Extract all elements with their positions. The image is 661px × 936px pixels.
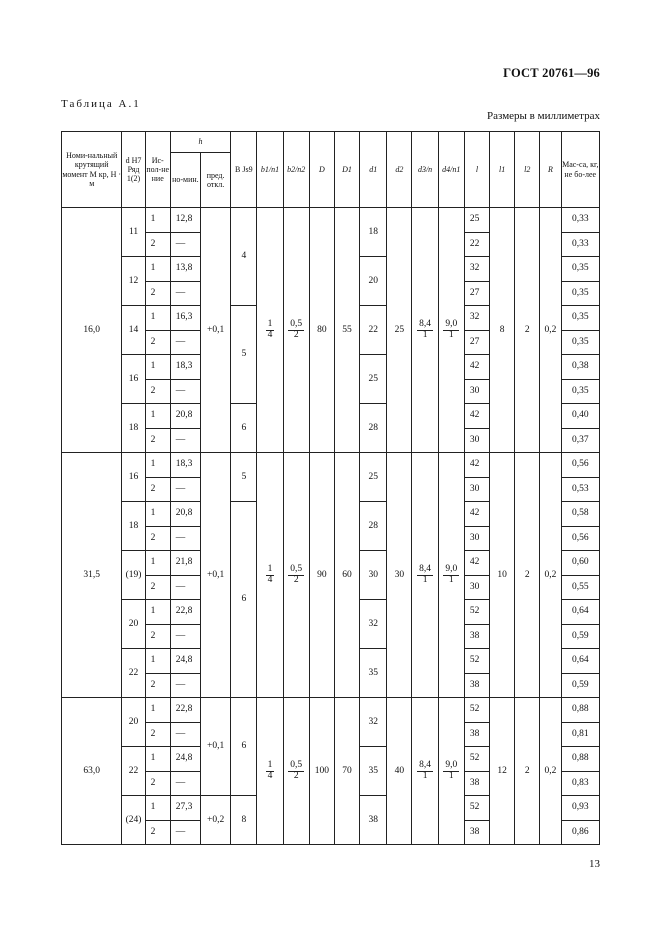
mass-cell: 0,60 [561,551,599,576]
d4-cell [438,208,464,453]
bore-d-cell: 11 [122,208,145,257]
h-nom-cell: 13,8 [170,257,200,282]
l-cell: 38 [464,771,489,796]
h-nom-cell: 18,3 [170,355,200,380]
mass-cell: 0,40 [561,404,599,429]
l2-cell: 2 [515,698,540,845]
B-cell: 8 [231,796,257,845]
d3-cell-numerator: 8,4 [419,318,432,329]
h-nom-cell: 21,8 [170,551,200,576]
version-cell: 2 [145,281,170,306]
d4-cell-numerator: 9,0 [445,759,458,770]
version-cell: 2 [145,722,170,747]
R-cell: 0,2 [540,208,561,453]
b2-cell-denominator: 2 [293,329,299,340]
d4-cell-fraction [443,761,459,782]
l-cell: 22 [464,232,489,257]
b2-cell-numerator: 0,5 [290,563,303,574]
mass-cell: 0,35 [561,306,599,331]
d4-cell-numerator: 9,0 [445,563,458,574]
b1-cell-fraction [266,320,275,341]
col-header-b2: b2/n2 [283,132,309,208]
B-cell: 5 [231,453,257,502]
d3-cell [412,208,438,453]
d2-cell: 30 [387,453,412,698]
h-nom-cell: — [170,232,200,257]
bore-d-cell: (19) [122,551,145,600]
R-cell: 0,2 [540,698,561,845]
units-note: Размеры в миллиметрах [487,110,600,122]
b1-cell-numerator: 1 [267,563,273,574]
h-tol-cell: +0,2 [201,796,231,845]
mass-cell: 0,59 [561,624,599,649]
bore-d-cell: 12 [122,257,145,306]
h-nom-cell: — [170,428,200,453]
D1-cell: 70 [334,698,359,845]
d1-cell: 28 [360,404,387,453]
b2-cell [283,453,309,698]
h-nom-cell: 22,8 [170,698,200,723]
d4-cell [438,698,464,845]
version-cell: 1 [145,551,170,576]
B-cell: 4 [231,208,257,306]
version-cell: 2 [145,673,170,698]
version-cell: 1 [145,355,170,380]
h-nom-cell: — [170,624,200,649]
h-nom-cell: — [170,281,200,306]
mass-cell: 0,35 [561,281,599,306]
mass-cell: 0,37 [561,428,599,453]
b1-cell-numerator: 1 [267,759,273,770]
mass-cell: 0,88 [561,698,599,723]
version-cell: 1 [145,404,170,429]
d3-cell-denominator: 1 [422,574,428,585]
b2-cell-fraction [288,320,304,341]
b1-cell [257,208,283,453]
table-title: Таблица А.1 [61,98,141,110]
version-cell: 1 [145,600,170,625]
h-nom-cell: — [170,379,200,404]
l-cell: 30 [464,526,489,551]
mass-cell: 0,86 [561,820,599,845]
h-nom-cell: 18,3 [170,453,200,478]
l-cell: 42 [464,453,489,478]
d4-cell-numerator: 9,0 [445,318,458,329]
version-cell: 2 [145,232,170,257]
l1-cell: 12 [490,698,515,845]
col-header-d2: d2 [387,132,412,208]
col-header-d4: d4/n1 [438,132,464,208]
version-cell: 1 [145,306,170,331]
version-cell: 2 [145,624,170,649]
l-cell: 38 [464,673,489,698]
d2-cell: 40 [387,698,412,845]
torque-cell: 63,0 [62,698,122,845]
version-cell: 2 [145,330,170,355]
l-cell: 38 [464,624,489,649]
d2-cell: 25 [387,208,412,453]
l-cell: 42 [464,502,489,527]
mass-cell: 0,33 [561,208,599,233]
d4-cell-denominator: 1 [448,770,454,781]
version-cell: 1 [145,208,170,233]
bore-d-cell: 20 [122,698,145,747]
D-cell: 90 [309,453,334,698]
d3-cell [412,698,438,845]
d1-cell: 35 [360,649,387,698]
h-nom-cell: — [170,673,200,698]
b1-cell-denominator: 4 [267,770,273,781]
mass-cell: 0,64 [561,649,599,674]
b2-cell-numerator: 0,5 [290,759,303,770]
bore-d-cell: 18 [122,404,145,453]
l-cell: 32 [464,257,489,282]
table-row [62,698,600,723]
table-row [62,453,600,478]
h-nom-cell: — [170,722,200,747]
col-header-d1: d1 [360,132,387,208]
col-header-d3: d3/n [412,132,438,208]
table-body [62,208,600,845]
bore-d-cell: 16 [122,355,145,404]
h-nom-cell: 20,8 [170,502,200,527]
d1-cell: 25 [360,453,387,502]
l1-cell: 8 [490,208,515,453]
mass-cell: 0,59 [561,673,599,698]
h-tol-cell: +0,1 [201,453,231,698]
R-cell: 0,2 [540,453,561,698]
col-header-D: D [309,132,334,208]
b1-cell-fraction [266,761,275,782]
col-header-h: h [170,132,230,153]
l-cell: 42 [464,404,489,429]
d1-cell: 20 [360,257,387,306]
version-cell: 1 [145,796,170,821]
l-cell: 52 [464,600,489,625]
h-nom-cell: 24,8 [170,747,200,772]
bore-d-cell: 20 [122,600,145,649]
document-code: ГОСТ 20761—96 [503,66,600,80]
bore-d-cell: 18 [122,502,145,551]
d3-cell [412,453,438,698]
l-cell: 30 [464,379,489,404]
d3-cell-numerator: 8,4 [419,759,432,770]
b1-cell [257,698,283,845]
mass-cell: 0,55 [561,575,599,600]
l-cell: 25 [464,208,489,233]
col-header-l1: l1 [490,132,515,208]
d3-cell-fraction [417,320,433,341]
mass-cell: 0,64 [561,600,599,625]
l-cell: 52 [464,747,489,772]
D-cell: 80 [309,208,334,453]
D-cell: 100 [309,698,334,845]
col-header-l: l [464,132,489,208]
l-cell: 30 [464,575,489,600]
l-cell: 42 [464,551,489,576]
b2-cell [283,208,309,453]
bore-d-cell: 22 [122,747,145,796]
b2-cell-fraction [288,565,304,586]
l-cell: 38 [464,722,489,747]
b2-cell-numerator: 0,5 [290,318,303,329]
b2-cell [283,698,309,845]
d3-cell-denominator: 1 [422,770,428,781]
mass-cell: 0,38 [561,355,599,380]
version-cell: 1 [145,453,170,478]
h-nom-cell: — [170,477,200,502]
col-header-l2: l2 [515,132,540,208]
h-nom-cell: 27,3 [170,796,200,821]
dimensions-table [61,131,600,845]
mass-cell: 0,35 [561,330,599,355]
d4-cell-fraction [443,320,459,341]
D1-cell: 60 [334,453,359,698]
mass-cell: 0,93 [561,796,599,821]
d1-cell: 30 [360,551,387,600]
d4-cell-denominator: 1 [448,574,454,585]
d3-cell-fraction [417,565,433,586]
mass-cell: 0,33 [561,232,599,257]
d1-cell: 22 [360,306,387,355]
h-nom-cell: 24,8 [170,649,200,674]
h-nom-cell: — [170,771,200,796]
b2-cell-denominator: 2 [293,770,299,781]
version-cell: 2 [145,771,170,796]
h-tol-cell: +0,1 [201,208,231,453]
mass-cell: 0,83 [561,771,599,796]
mass-cell: 0,35 [561,257,599,282]
col-header-h-nom: но-мин. [170,153,200,208]
col-header-version: Ис-пол-не ние [145,132,170,208]
l-cell: 30 [464,428,489,453]
col-header-D1: D1 [334,132,359,208]
version-cell: 2 [145,379,170,404]
bore-d-cell: 14 [122,306,145,355]
d1-cell: 18 [360,208,387,257]
page-number: 13 [589,858,600,870]
d4-cell-denominator: 1 [448,329,454,340]
l-cell: 38 [464,820,489,845]
D1-cell: 55 [334,208,359,453]
version-cell: 1 [145,649,170,674]
torque-cell: 16,0 [62,208,122,453]
col-header-h-tol: пред. откл. [201,153,231,208]
b1-cell-numerator: 1 [267,318,273,329]
l-cell: 30 [464,477,489,502]
col-header-mass: Мас-са, кг, не бо-лее [561,132,599,208]
d3-cell-numerator: 8,4 [419,563,432,574]
version-cell: 1 [145,747,170,772]
h-nom-cell: — [170,330,200,355]
d1-cell: 28 [360,502,387,551]
h-tol-cell: +0,1 [201,698,231,796]
d1-cell: 38 [360,796,387,845]
B-cell: 6 [231,698,257,796]
b1-cell-fraction [266,565,275,586]
l2-cell: 2 [515,208,540,453]
l-cell: 27 [464,330,489,355]
l-cell: 52 [464,698,489,723]
version-cell: 1 [145,502,170,527]
l2-cell: 2 [515,453,540,698]
version-cell: 2 [145,820,170,845]
d3-cell-denominator: 1 [422,329,428,340]
torque-cell: 31,5 [62,453,122,698]
col-header-B: B Js9 [231,132,257,208]
version-cell: 2 [145,477,170,502]
table-row [62,208,600,233]
l-cell: 52 [464,796,489,821]
mass-cell: 0,81 [561,722,599,747]
h-nom-cell: — [170,820,200,845]
d1-cell: 25 [360,355,387,404]
mass-cell: 0,88 [561,747,599,772]
version-cell: 2 [145,526,170,551]
b1-cell-denominator: 4 [267,329,273,340]
b1-cell-denominator: 4 [267,574,273,585]
h-nom-cell: 12,8 [170,208,200,233]
col-header-R: R [540,132,561,208]
b1-cell [257,453,283,698]
mass-cell: 0,53 [561,477,599,502]
mass-cell: 0,58 [561,502,599,527]
B-cell: 6 [231,502,257,698]
mass-cell: 0,56 [561,453,599,478]
d4-cell-fraction [443,565,459,586]
col-header-d: d Н7 Ряд 1(2) [122,132,145,208]
h-nom-cell: 16,3 [170,306,200,331]
l1-cell: 10 [490,453,515,698]
B-cell: 6 [231,404,257,453]
mass-cell: 0,56 [561,526,599,551]
h-nom-cell: 20,8 [170,404,200,429]
version-cell: 1 [145,257,170,282]
h-nom-cell: — [170,575,200,600]
B-cell: 5 [231,306,257,404]
h-nom-cell: 22,8 [170,600,200,625]
l-cell: 52 [464,649,489,674]
d1-cell: 32 [360,600,387,649]
version-cell: 2 [145,575,170,600]
d3-cell-fraction [417,761,433,782]
bore-d-cell: 16 [122,453,145,502]
bore-d-cell: 22 [122,649,145,698]
l-cell: 27 [464,281,489,306]
version-cell: 2 [145,428,170,453]
mass-cell: 0,35 [561,379,599,404]
col-header-b1: b1/n1 [257,132,283,208]
d1-cell: 35 [360,747,387,796]
d1-cell: 32 [360,698,387,747]
col-header-torque: Номи-нальный крутящий момент М кр, Н · м [62,132,122,208]
bore-d-cell: (24) [122,796,145,845]
b2-cell-denominator: 2 [293,574,299,585]
h-nom-cell: — [170,526,200,551]
l-cell: 32 [464,306,489,331]
d4-cell [438,453,464,698]
l-cell: 42 [464,355,489,380]
b2-cell-fraction [288,761,304,782]
version-cell: 1 [145,698,170,723]
